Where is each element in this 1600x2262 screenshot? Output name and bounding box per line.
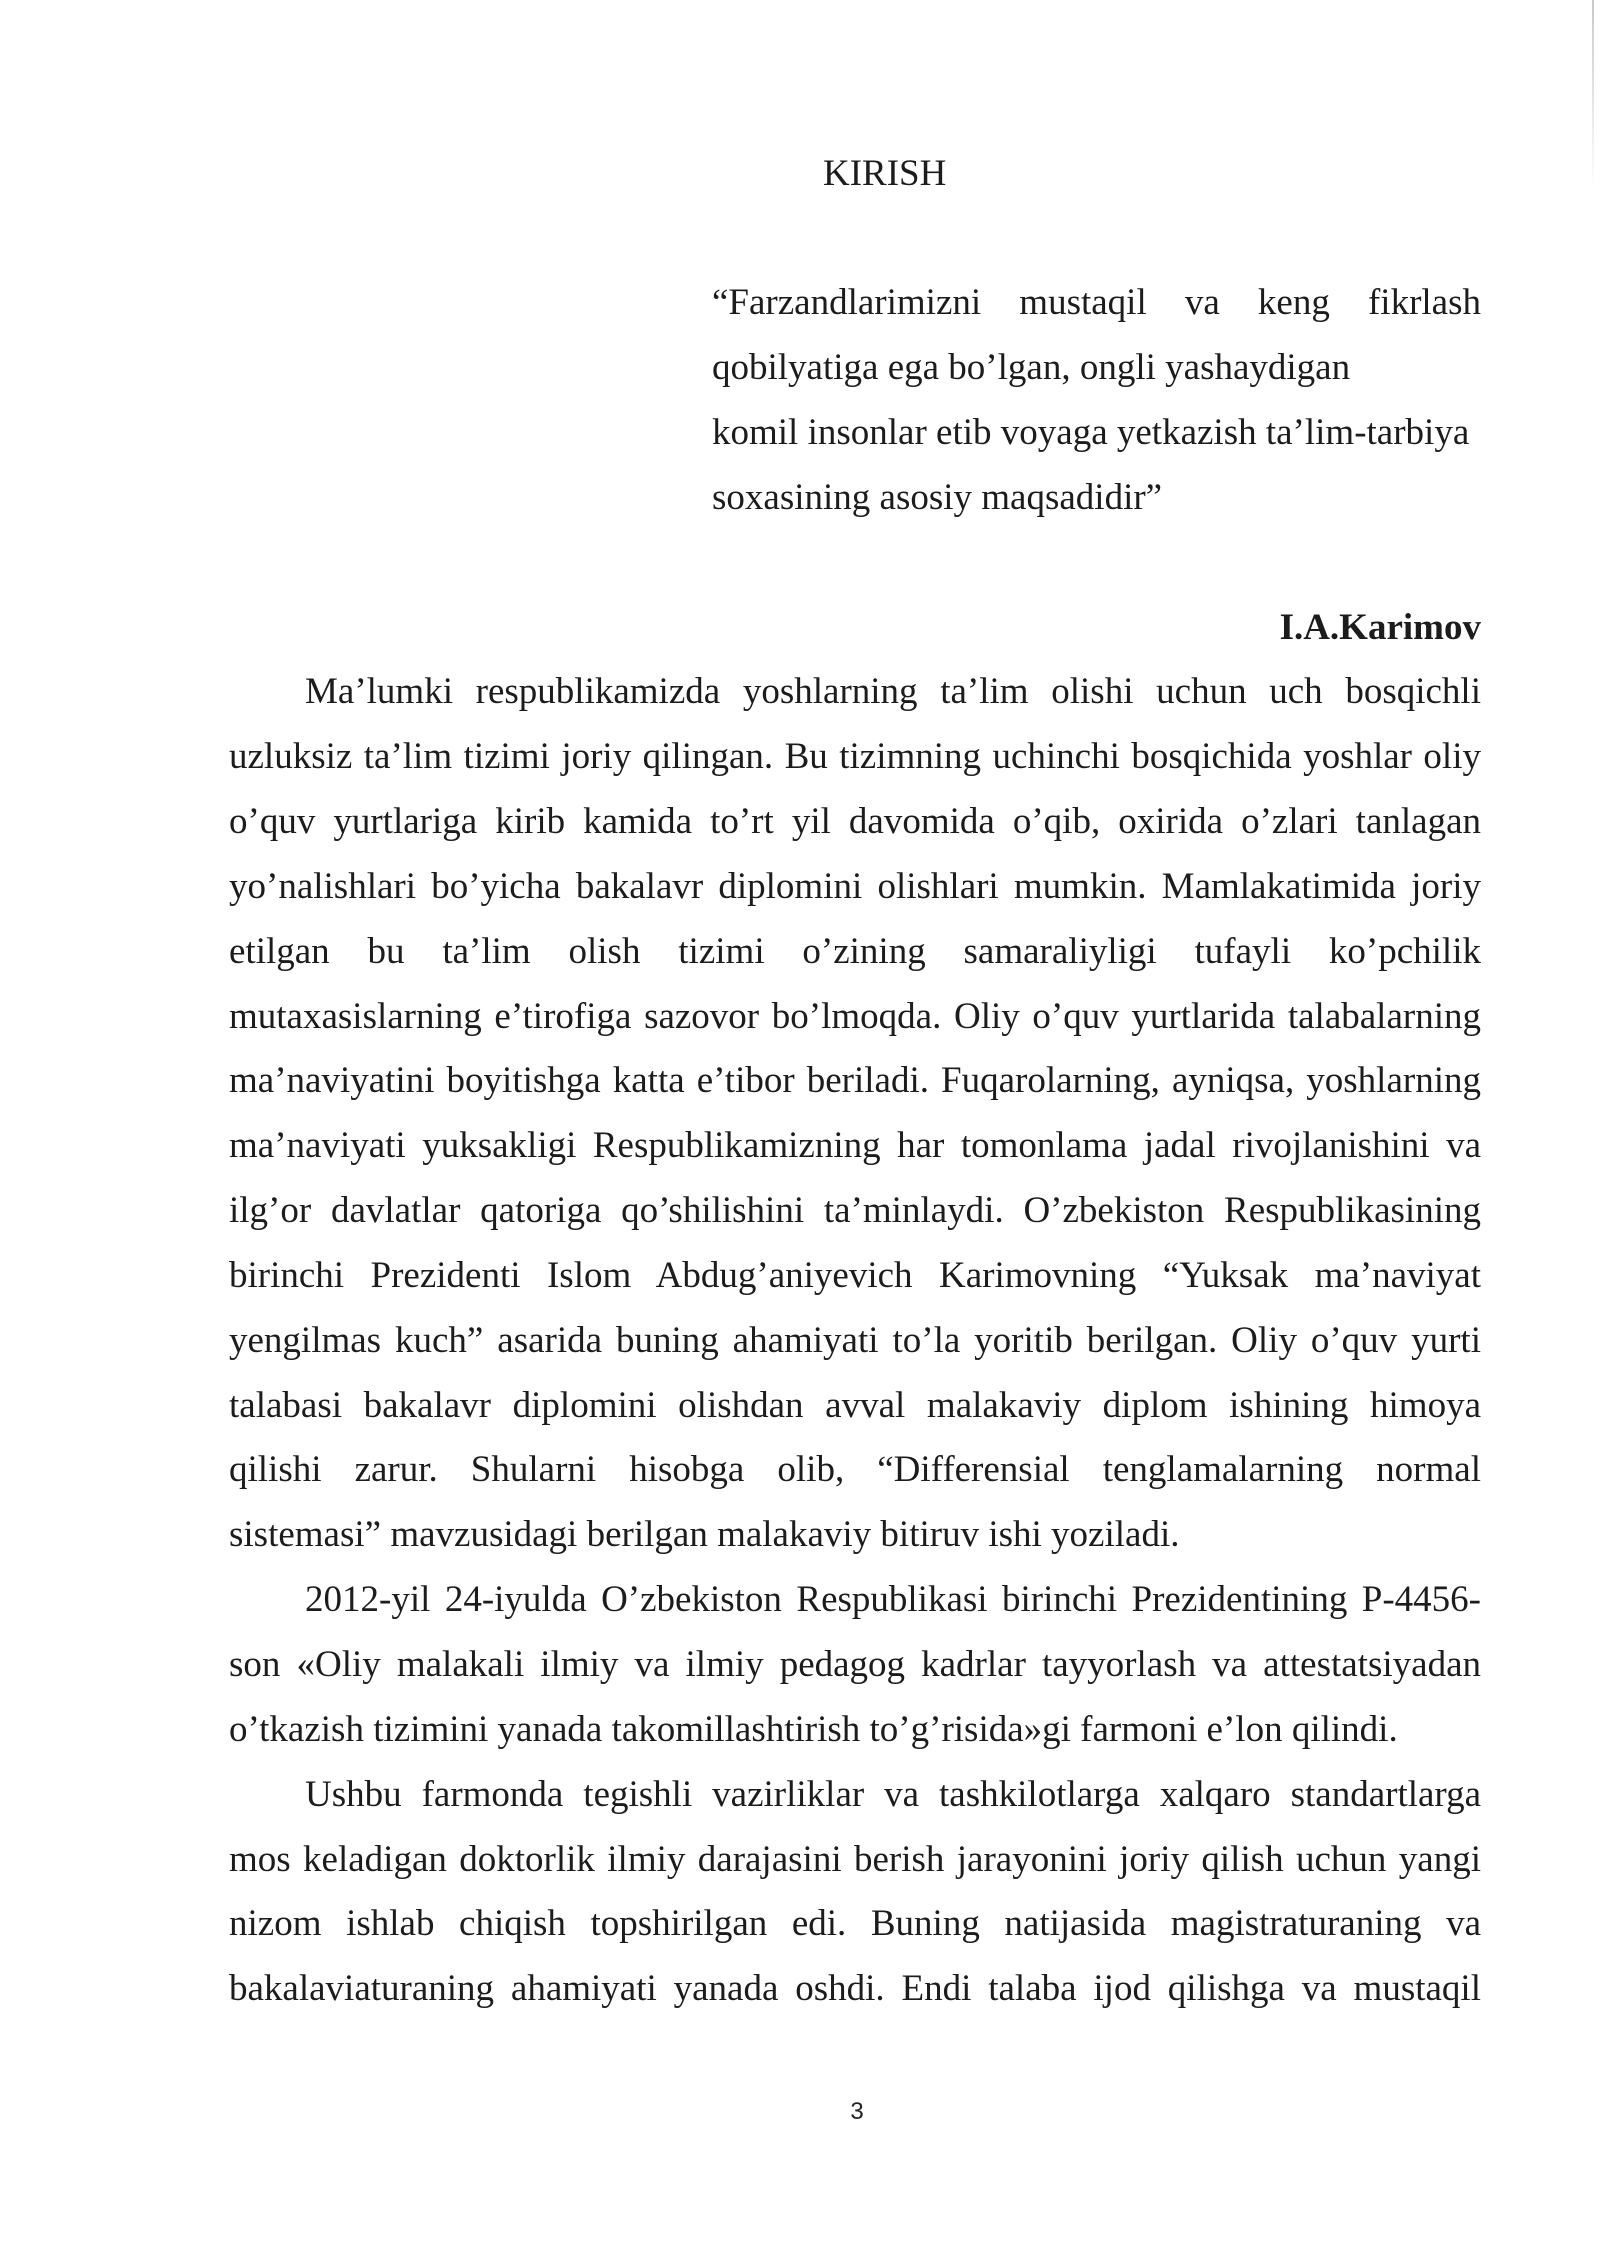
epigraph [712,271,1481,530]
text-line: ilg’or davlatlar qatoriga qo’shilishini ta’minlaydi. O’zbekiston Respublikasining [229,1190,1481,1232]
body-paragraph [229,1568,1481,1763]
text-line: ma’naviyatini boyitishga katta e’tibor beriladi. Fuqarolarning, ayniqsa, yoshlarning [229,1060,1481,1102]
text-line: qilishi zarur. Shularni hisobga olib, “Differensial tenglamalarning normal [229,1449,1481,1491]
text-line: 2012-yil 24-iyulda O’zbekiston Respublikasi birinchi Prezidentining P-4456- [305,1579,1481,1621]
text-line: yengilmas kuch” asarida buning ahamiyati to’la yoritib berilgan. Oliy o’quv yurti [229,1319,1481,1361]
blank-line [229,206,1481,271]
text-line: ma’naviyati yuksakligi Respublikamizning har tomonlama jadal rivojlanishini va [229,1125,1481,1167]
text-line: uzluksiz ta’lim tizimi joriy qilingan. Bu tizimning uchinchi bosqichida yoshlar oliy [229,736,1481,778]
text-line: Ushbu farmonda tegishli vazirliklar va tashkilotlarga xalqaro standartlarga [305,1773,1481,1815]
text-line: mutaxasislarning e’tirofiga sazovor bo’lmoqda. Oliy o’quv yurtlarida talabalarning [229,995,1481,1037]
page-number: 3 [850,2098,864,2125]
text-line: bakalaviaturaning ahamiyati yanada oshdi. Endi talaba ijod qilishga va mustaqil [229,1968,1481,2010]
text-line: sistemasi” mavzusidagi berilgan malakaviy bitiruv ishi yoziladi. [229,1514,1180,1556]
text-line: talabasi bakalavr diplomini olishdan avval malakaviy diplom ishining himoya [229,1384,1481,1426]
section-title: KIRISH [823,152,947,194]
scan-edge-line [1592,0,1594,190]
epigraph-line: qobilyatiga ega bo’lgan, ongli yashaydigan [712,347,1351,389]
text-line: birinchi Prezidenti Islom Abdug’aniyevich Karimovning “Yuksak ma’naviyat [229,1254,1481,1296]
text-line: etilgan bu ta’lim olish tizimi o’zining samaraliyligi tufayli ko’pchilik [229,930,1481,972]
epigraph-line: soxasining asosiy maqsadidir” [712,476,1163,518]
text-line: o’tkazish tizimini yanada takomillashtirish to’g’risida»gi farmoni e’lon qilindi. [229,1708,1398,1750]
epigraph-author: I.A.Karimov [1279,606,1481,648]
text-line: o’quv yurtlariga kirib kamida to’rt yil davomida o’qib, oxirida o’zlari tanlagan [229,801,1481,843]
body-paragraph [229,660,1481,1568]
text-line: son «Oliy malakali ilmiy va ilmiy pedagog kadrlar tayyorlash va attestatsiyadan [229,1644,1481,1685]
epigraph-line: “Farzandlarimizni mustaqil va keng fikrlash [712,282,1481,324]
body-paragraph [229,1763,1481,2022]
epigraph-line: komil insonlar etib voyaga yetkazish ta’lim-tarbiya [712,411,1470,453]
blank-line [229,531,1481,596]
text-line: nizom ishlab chiqish topshirilgan edi. Buning natijasida magistraturaning va [229,1903,1481,1945]
page-content [229,142,1481,2022]
text-line: Ma’lumki respublikamizda yoshlarning ta’lim olishi uchun uch bosqichli [305,671,1481,713]
text-line: yo’nalishlari bo’yicha bakalavr diplomini olishlari mumkin. Mamlakatimida joriy [229,865,1481,907]
text-line: mos keladigan doktorlik ilmiy darajasini berish jarayonini joriy qilish uchun yangi [229,1838,1481,1880]
